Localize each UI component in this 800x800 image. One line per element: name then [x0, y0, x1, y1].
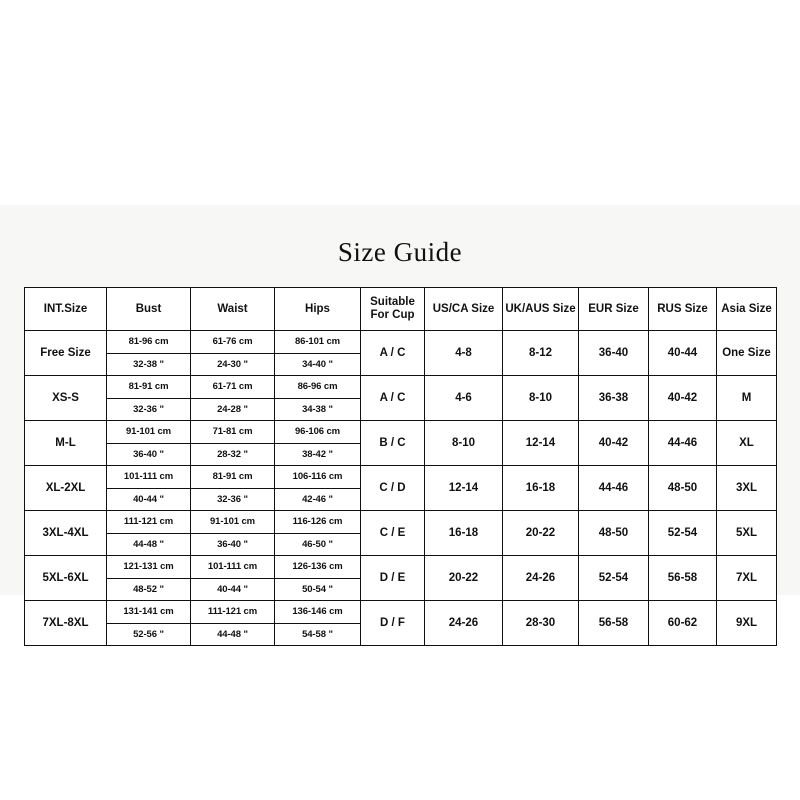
- cell-asia: 5XL: [717, 511, 777, 556]
- column-header-hips: Hips: [275, 288, 361, 331]
- cell-eur: 36-40: [579, 331, 649, 376]
- cell-cup: A / C: [361, 331, 425, 376]
- cell-hips-in: 42-46 ": [302, 493, 333, 505]
- cell-int-size: 3XL-4XL: [25, 511, 107, 556]
- column-header-asia: Asia Size: [717, 288, 777, 331]
- cell-asia: 3XL: [717, 466, 777, 511]
- cell-uk-aus: 16-18: [503, 466, 579, 511]
- cell-int-size: 5XL-6XL: [25, 556, 107, 601]
- cell-bust-in: 52-56 ": [133, 628, 164, 640]
- size-guide-panel: [0, 205, 800, 640]
- cell-bust-in: 36-40 ": [133, 448, 164, 460]
- size-table: [24, 287, 777, 646]
- cell-hips-in: 54-58 ": [302, 628, 333, 640]
- column-header-eur: EUR Size: [579, 288, 649, 331]
- cell-rus: 44-46: [649, 421, 717, 466]
- cell-hips: [275, 421, 361, 466]
- cell-waist: [191, 466, 275, 511]
- cell-eur: 52-54: [579, 556, 649, 601]
- cell-eur: 56-58: [579, 601, 649, 646]
- cell-bust-cm: 81-96 cm: [107, 331, 190, 354]
- column-header-int-size: INT.Size: [25, 288, 107, 331]
- table-header-row: [25, 288, 777, 331]
- cell-us-ca: 12-14: [425, 466, 503, 511]
- cell-waist-cm: 71-81 cm: [191, 421, 274, 444]
- cell-eur: 48-50: [579, 511, 649, 556]
- cell-waist-cm: 61-76 cm: [191, 331, 274, 354]
- cell-cup: C / D: [361, 466, 425, 511]
- cell-bust: [107, 511, 191, 556]
- table-row: [25, 511, 777, 556]
- cell-waist-in: 28-32 ": [217, 448, 248, 460]
- cell-int-size: M-L: [25, 421, 107, 466]
- cell-asia: 9XL: [717, 601, 777, 646]
- cell-uk-aus: 8-10: [503, 376, 579, 421]
- cell-int-size: XL-2XL: [25, 466, 107, 511]
- cell-rus: 40-44: [649, 331, 717, 376]
- table-header: [25, 288, 777, 331]
- cell-waist: [191, 421, 275, 466]
- cell-waist-cm: 81-91 cm: [191, 466, 274, 489]
- table-row: [25, 421, 777, 466]
- cell-hips-cm: 86-96 cm: [275, 376, 360, 399]
- cell-waist-in: 40-44 ": [217, 583, 248, 595]
- cell-waist: [191, 556, 275, 601]
- cell-int-size: XS-S: [25, 376, 107, 421]
- cell-asia: 7XL: [717, 556, 777, 601]
- cell-rus: 48-50: [649, 466, 717, 511]
- table-row: [25, 331, 777, 376]
- cell-us-ca: 8-10: [425, 421, 503, 466]
- cell-uk-aus: 24-26: [503, 556, 579, 601]
- cell-bust: [107, 331, 191, 376]
- cell-hips-in: 38-42 ": [302, 448, 333, 460]
- cell-bust-cm: 131-141 cm: [107, 601, 190, 624]
- cell-hips-cm: 116-126 cm: [275, 511, 360, 534]
- cell-hips: [275, 376, 361, 421]
- cell-hips: [275, 601, 361, 646]
- cell-uk-aus: 12-14: [503, 421, 579, 466]
- column-header-us-ca: US/CA Size: [425, 288, 503, 331]
- cell-hips: [275, 556, 361, 601]
- cell-hips-cm: 96-106 cm: [275, 421, 360, 444]
- cell-cup: D / F: [361, 601, 425, 646]
- cell-bust-cm: 81-91 cm: [107, 376, 190, 399]
- column-header-cup: Suitable For Cup: [361, 288, 425, 331]
- cell-waist-in: 24-30 ": [217, 358, 248, 370]
- cell-waist: [191, 511, 275, 556]
- table-row: [25, 601, 777, 646]
- cell-hips-cm: 106-116 cm: [275, 466, 360, 489]
- cell-us-ca: 24-26: [425, 601, 503, 646]
- cell-us-ca: 4-8: [425, 331, 503, 376]
- cell-waist-cm: 91-101 cm: [191, 511, 274, 534]
- cell-bust-in: 48-52 ": [133, 583, 164, 595]
- cell-waist-cm: 61-71 cm: [191, 376, 274, 399]
- cell-bust: [107, 601, 191, 646]
- cell-eur: 36-38: [579, 376, 649, 421]
- cell-cup: D / E: [361, 556, 425, 601]
- cell-waist-in: 36-40 ": [217, 538, 248, 550]
- table-row: [25, 556, 777, 601]
- column-header-uk-aus: UK/AUS Size: [503, 288, 579, 331]
- cell-uk-aus: 20-22: [503, 511, 579, 556]
- cell-bust-in: 32-38 ": [133, 358, 164, 370]
- cell-asia: One Size: [717, 331, 777, 376]
- cell-us-ca: 20-22: [425, 556, 503, 601]
- cell-hips-in: 50-54 ": [302, 583, 333, 595]
- cell-waist: [191, 331, 275, 376]
- cell-eur: 40-42: [579, 421, 649, 466]
- cell-bust: [107, 421, 191, 466]
- column-header-rus: RUS Size: [649, 288, 717, 331]
- cell-us-ca: 16-18: [425, 511, 503, 556]
- cell-bust: [107, 556, 191, 601]
- cell-hips: [275, 466, 361, 511]
- cell-hips-cm: 86-101 cm: [275, 331, 360, 354]
- cell-uk-aus: 28-30: [503, 601, 579, 646]
- cell-waist-cm: 111-121 cm: [191, 601, 274, 624]
- cell-cup: C / E: [361, 511, 425, 556]
- cell-hips-cm: 126-136 cm: [275, 556, 360, 579]
- table-row: [25, 376, 777, 421]
- cell-asia: M: [717, 376, 777, 421]
- cell-int-size: 7XL-8XL: [25, 601, 107, 646]
- cell-waist: [191, 601, 275, 646]
- cell-cup: B / C: [361, 421, 425, 466]
- table-body: [25, 331, 777, 646]
- cell-bust-in: 32-36 ": [133, 403, 164, 415]
- table-row: [25, 466, 777, 511]
- cell-us-ca: 4-6: [425, 376, 503, 421]
- cell-asia: XL: [717, 421, 777, 466]
- cell-hips-in: 46-50 ": [302, 538, 333, 550]
- cell-waist-in: 44-48 ": [217, 628, 248, 640]
- size-table-container: [24, 287, 776, 646]
- cell-waist-cm: 101-111 cm: [191, 556, 274, 579]
- cell-hips-cm: 136-146 cm: [275, 601, 360, 624]
- cell-bust: [107, 466, 191, 511]
- cell-bust-cm: 101-111 cm: [107, 466, 190, 489]
- cell-bust: [107, 376, 191, 421]
- cell-waist-in: 32-36 ": [217, 493, 248, 505]
- cell-rus: 52-54: [649, 511, 717, 556]
- page-title: Size Guide: [337, 237, 463, 267]
- cell-hips: [275, 331, 361, 376]
- cell-hips-in: 34-40 ": [302, 358, 333, 370]
- cell-hips-in: 34-38 ": [302, 403, 333, 415]
- cell-uk-aus: 8-12: [503, 331, 579, 376]
- cell-bust-in: 40-44 ": [133, 493, 164, 505]
- cell-bust-in: 44-48 ": [133, 538, 164, 550]
- cell-bust-cm: 111-121 cm: [107, 511, 190, 534]
- cell-hips: [275, 511, 361, 556]
- cell-bust-cm: 91-101 cm: [107, 421, 190, 444]
- cell-rus: 40-42: [649, 376, 717, 421]
- cell-eur: 44-46: [579, 466, 649, 511]
- cell-rus: 56-58: [649, 556, 717, 601]
- cell-bust-cm: 121-131 cm: [107, 556, 190, 579]
- cell-waist: [191, 376, 275, 421]
- cell-waist-in: 24-28 ": [217, 403, 248, 415]
- column-header-waist: Waist: [191, 288, 275, 331]
- cell-int-size: Free Size: [25, 331, 107, 376]
- cell-rus: 60-62: [649, 601, 717, 646]
- cell-cup: A / C: [361, 376, 425, 421]
- column-header-bust: Bust: [107, 288, 191, 331]
